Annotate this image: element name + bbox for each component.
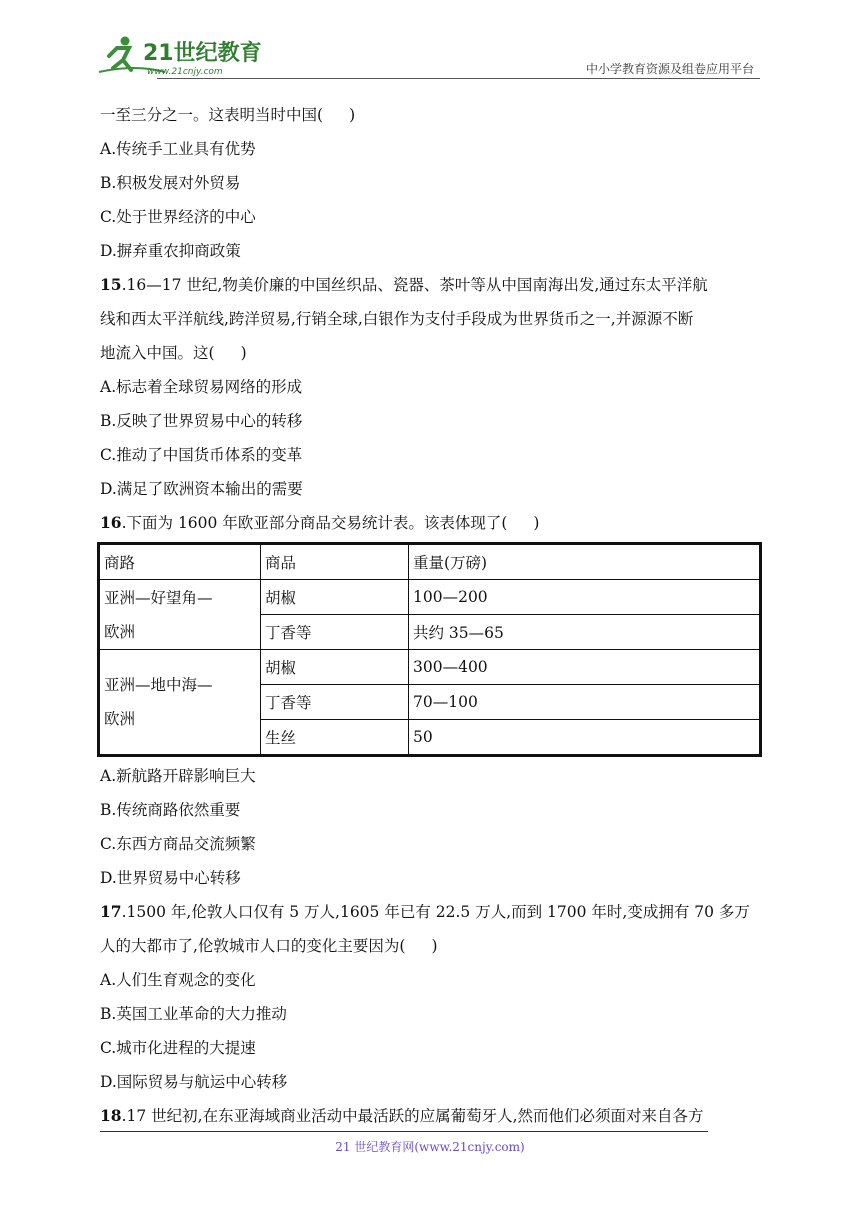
table-cell: 共约 35—65	[409, 615, 761, 650]
q17-option-c: C.城市化进程的大提速	[100, 1039, 256, 1057]
table-header-cell: 商品	[261, 544, 409, 580]
table-cell: 胡椒	[261, 650, 409, 685]
q16-stem: 16.下面为 1600 年欧亚部分商品交易统计表。该表体现了( )	[100, 513, 540, 532]
table-cell: 丁香等	[261, 615, 409, 650]
table-cell: 100—200	[409, 580, 761, 615]
q17-option-d: D.国际贸易与航运中心转移	[100, 1073, 288, 1091]
q16-option-a: A.新航路开辟影响巨大	[100, 767, 256, 785]
table-cell: 70—100	[409, 685, 761, 720]
trade-statistics-table	[97, 542, 762, 757]
route-cell-cape: 亚洲—好望角— 欧洲	[99, 580, 261, 650]
table-header-row	[99, 544, 761, 580]
q14-option-b: B.积极发展对外贸易	[100, 174, 241, 192]
q17-option-b: B.英国工业革命的大力推动	[100, 1005, 287, 1023]
svg-text:21世纪教育: 21世纪教育	[143, 41, 262, 66]
q15-stem-line-1: 15.16—17 世纪,物美价廉的中国丝织品、瓷器、茶叶等从中国南海出发,通过东太平洋航	[100, 275, 708, 294]
q14-option-a: A.传统手工业具有优势	[100, 140, 256, 158]
q16-option-b: B.传统商路依然重要	[100, 801, 241, 819]
q17-option-a: A.人们生育观念的变化	[100, 971, 256, 989]
document-body	[100, 98, 760, 1133]
svg-text:www.21cnjy.com: www.21cnjy.com	[147, 67, 223, 77]
table-row	[99, 580, 761, 615]
table-cell: 50	[409, 720, 761, 756]
q16-option-c: C.东西方商品交流频繁	[100, 835, 256, 853]
table-header-cell: 商路	[99, 544, 261, 580]
q16-option-d: D.世界贸易中心转移	[100, 869, 241, 887]
page-footer: 21 世纪教育网(www.21cnjy.com)	[335, 1140, 525, 1154]
q14-stem-tail: 一至三分之一。这表明当时中国( )	[100, 106, 356, 124]
table-cell: 胡椒	[261, 580, 409, 615]
q15-option-b: B.反映了世界贸易中心的转移	[100, 412, 303, 430]
table-row	[99, 650, 761, 685]
table-cell: 生丝	[261, 720, 409, 756]
table-header-cell: 重量(万磅)	[409, 544, 761, 580]
q15-stem-line-2: 线和西太平洋航线,跨洋贸易,行销全球,白银作为支付手段成为世界货币之一,并源源不断	[100, 310, 694, 328]
q15-option-a: A.标志着全球贸易网络的形成	[100, 378, 303, 396]
site-label: 中小学教育资源及组卷应用平台	[585, 62, 754, 76]
route-cell-mediterranean: 亚洲—地中海— 欧洲	[99, 650, 261, 756]
q18-stem-line-1: 18.17 世纪初,在东亚海域商业活动中最活跃的应属葡萄牙人,然而他们必须面对来自各方	[100, 1106, 704, 1125]
q14-option-c: C.处于世界经济的中心	[100, 208, 256, 226]
table-cell: 丁香等	[261, 685, 409, 720]
page-header	[95, 28, 760, 80]
q17-stem-line-1: 17.1500 年,伦敦人口仅有 5 万人,1605 年已有 22.5 万人,而到 1700 年时,变成拥有 70 多万	[100, 902, 750, 921]
q15-option-c: C.推动了中国货币体系的变革	[100, 446, 303, 464]
q15-stem-line-3: 地流入中国。这( )	[100, 344, 247, 362]
site-logo	[95, 34, 265, 78]
q17-stem-line-2: 人的大都市了,伦敦城市人口的变化主要因为( )	[100, 937, 438, 955]
q15-option-d: D.满足了欧洲资本输出的需要	[100, 480, 303, 498]
table-cell: 300—400	[409, 650, 761, 685]
footer-divider	[100, 1131, 708, 1132]
header-divider	[157, 78, 760, 79]
q14-option-d: D.摒弃重农抑商政策	[100, 242, 241, 260]
